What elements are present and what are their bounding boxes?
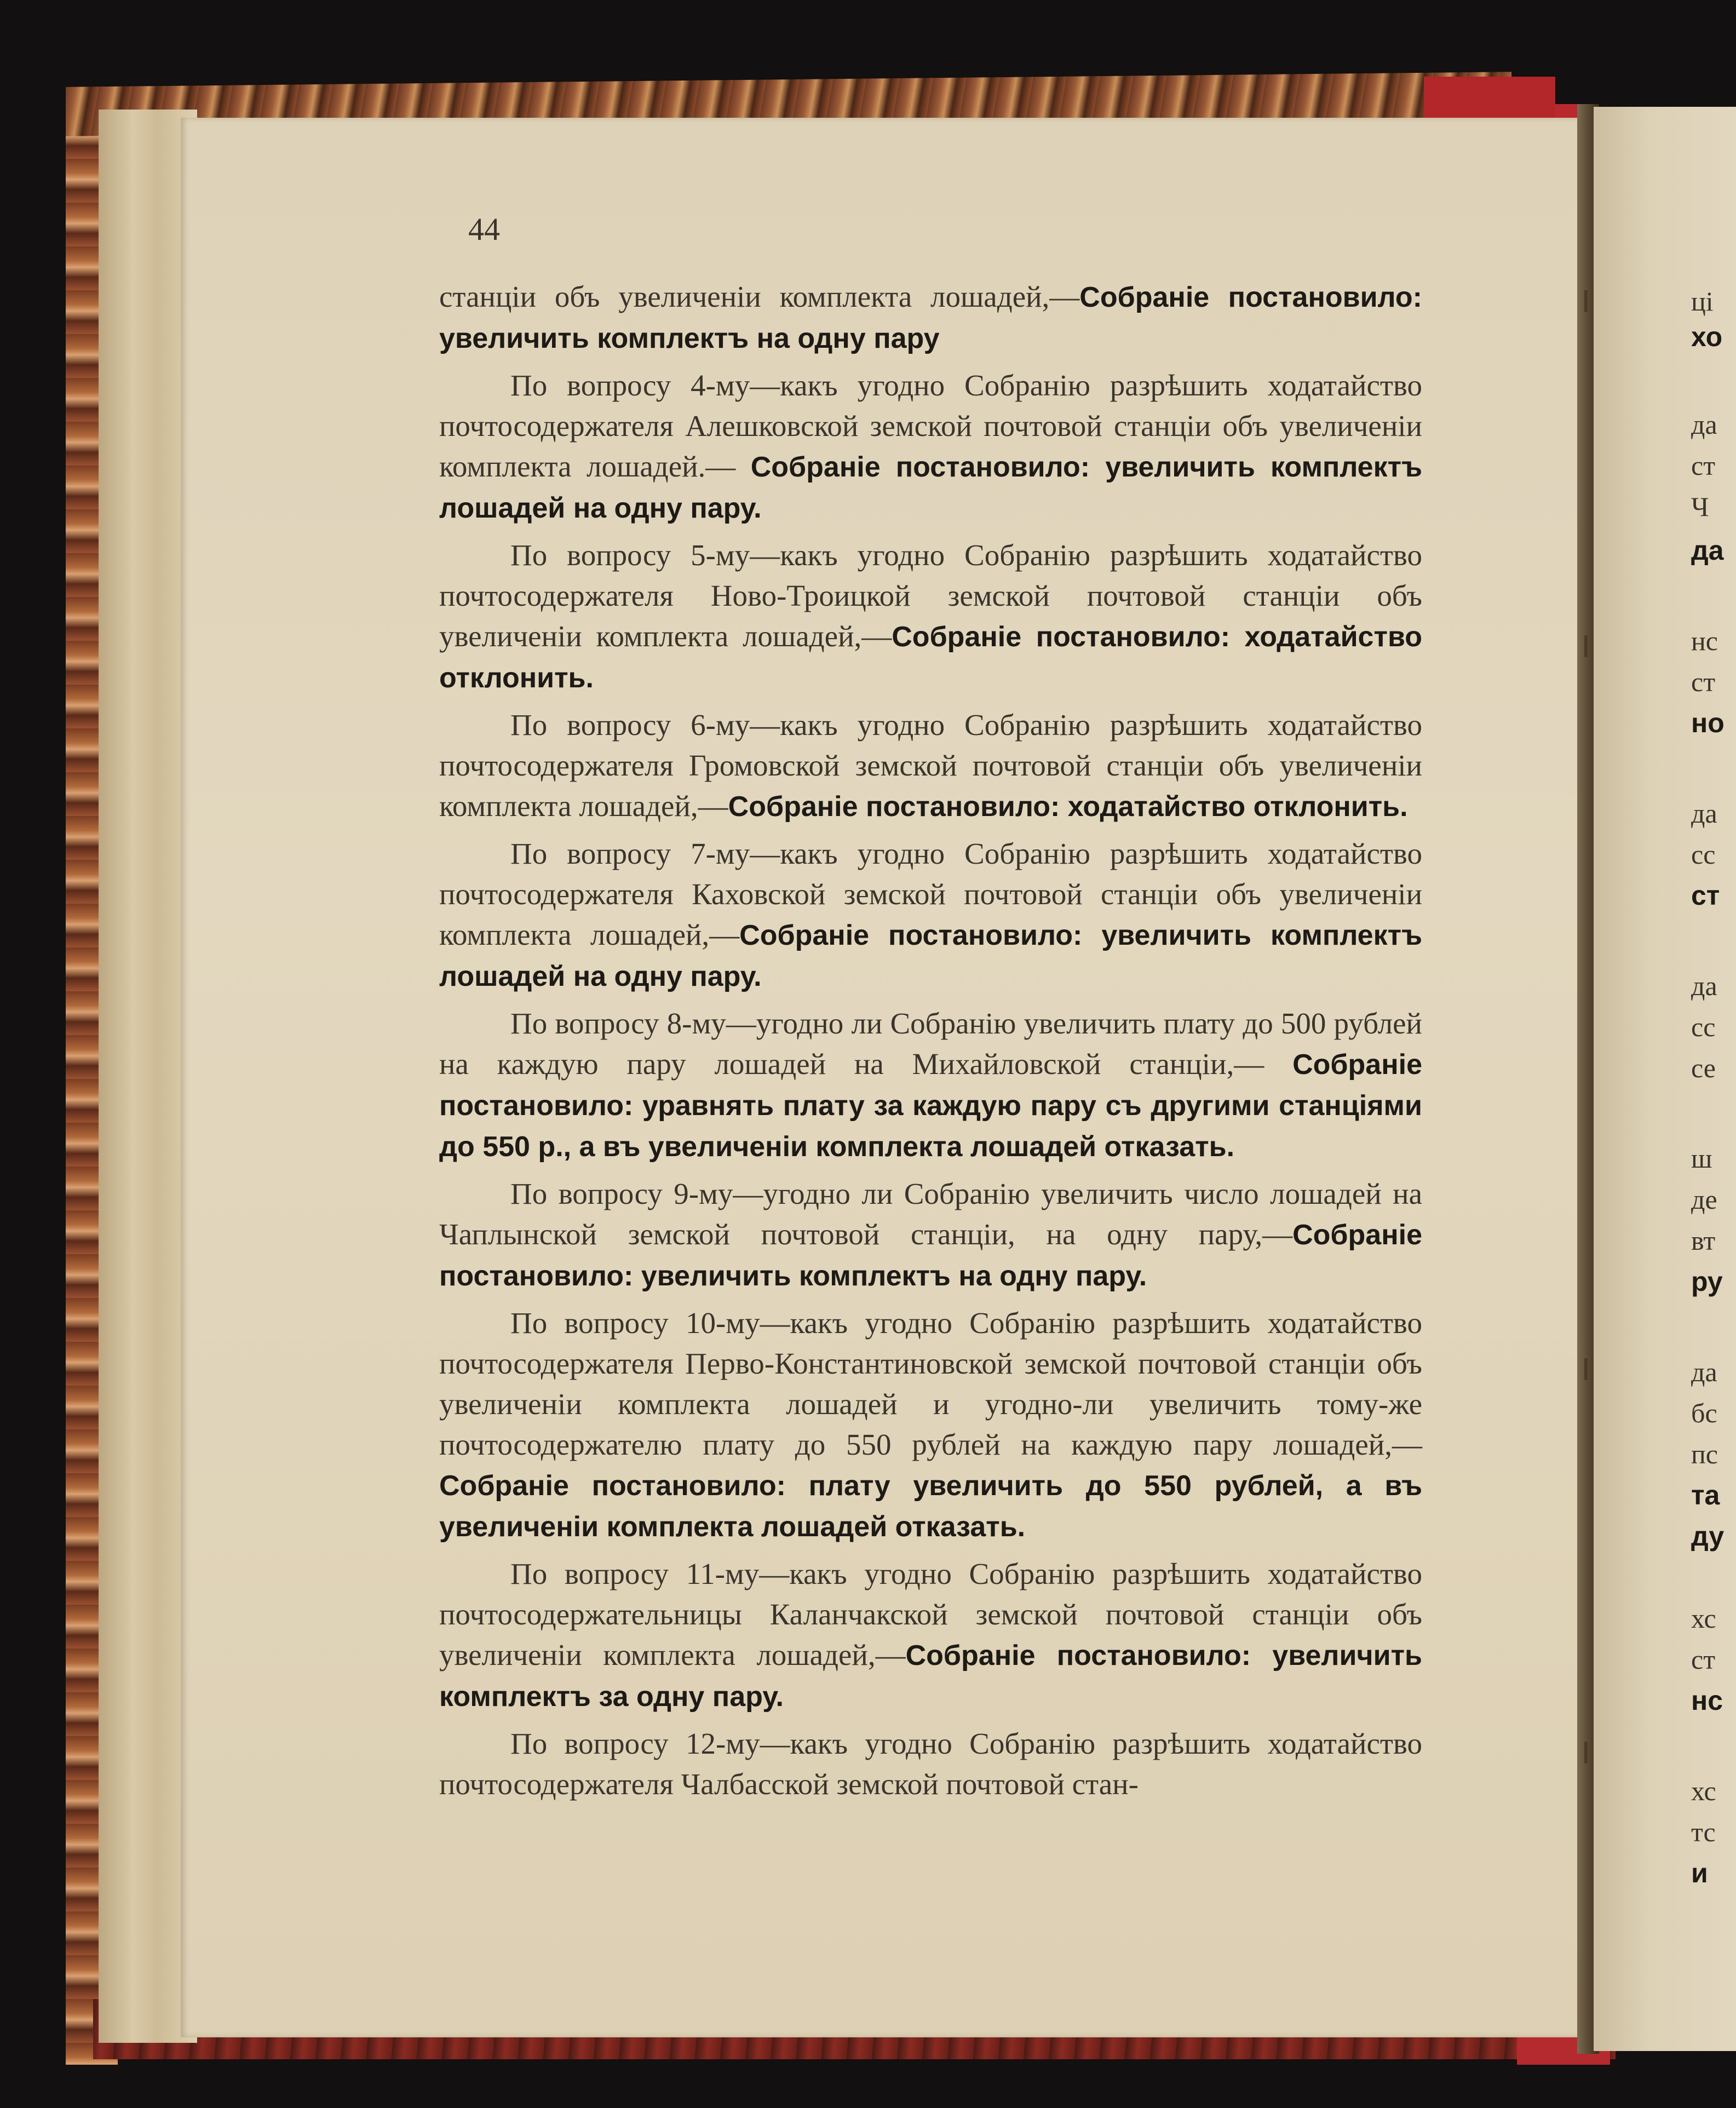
right-page-fragment: хс (1691, 1776, 1716, 1806)
paragraph-text: По вопросу 10-му—какъ угодно Собранію разрѣшить ходатайство почтосодержателя Перво-Константиновской земской почтовой станціи объ увеличеніи комплекта лошадей и угодно-ли увеличить тому-же почтосодержателю плату до 550 рублей на каждую пару лошадей,— (439, 1306, 1422, 1461)
right-page-fragment: да (1691, 409, 1717, 440)
right-page-fragment: тс (1691, 1817, 1716, 1847)
right-page-fragment: да (1691, 535, 1724, 566)
resolution-text: Собраніе постановило: плату увеличить до 550 рублей, а въ увеличеніи комплекта лошадей отказать. (439, 1470, 1422, 1543)
binding-thread (1584, 1358, 1588, 1380)
page-number: 44 (468, 211, 500, 247)
paragraph (439, 535, 1422, 698)
page-text-block (439, 277, 1422, 1812)
right-page-fragment: нс (1691, 1685, 1723, 1716)
right-page-fragment: и (1691, 1858, 1708, 1888)
resolution-text: Собраніе постановило: увеличить комплектъ лошадей на одну пару. (439, 920, 1422, 992)
right-page-fragment: бс (1691, 1398, 1717, 1428)
paragraph (439, 834, 1422, 997)
right-page-fragment: та (1691, 1480, 1720, 1510)
right-page-fragment: ст (1691, 880, 1720, 911)
binding-thread (1584, 1742, 1588, 1764)
right-page-fragment: да (1691, 1357, 1717, 1387)
right-page-fragment: ці (1691, 286, 1714, 317)
paragraph-text: По вопросу 8-му—угодно ли Собранію увеличить плату до 500 рублей на каждую пару лошадей на Михайловской станціи,— (439, 1007, 1422, 1081)
paragraph (439, 1554, 1422, 1717)
right-page-fragment: ст (1691, 667, 1716, 697)
resolution-text: Собраніе постановило: увеличить комплектъ за одну пару. (439, 1640, 1422, 1713)
right-page-fragment: сс (1691, 1012, 1716, 1042)
paragraph (439, 1724, 1422, 1805)
resolution-text: Собраніе постановило: уравнять плату за каждую пару съ другими станціями до 550 р., а въ увеличеніи комплекта лошадей отказать. (439, 1049, 1422, 1163)
right-page-fragment: но (1691, 708, 1724, 738)
right-page-fragment: ш (1691, 1143, 1712, 1174)
right-page-fragment: ру (1691, 1266, 1723, 1297)
right-page-fragment: ду (1691, 1521, 1724, 1552)
paragraph (439, 1303, 1422, 1547)
paragraph-text: По вопросу 6-му—какъ угодно Собранію разрѣшить ходатайство почтосодержателя Громовской земской почтовой станціи объ увеличеніи комплекта лошадей,— (439, 708, 1422, 823)
paragraph (439, 277, 1422, 359)
right-page-fragment: се (1691, 1053, 1716, 1083)
binding-thread (1584, 290, 1588, 312)
paragraph-text: станціи объ увеличеніи комплекта лошадей,— (439, 280, 1080, 313)
right-page-fragment: хо (1691, 321, 1723, 352)
right-page-fragment: ст (1691, 450, 1716, 481)
paragraph (439, 365, 1422, 529)
paragraph (439, 705, 1422, 827)
right-page-fragment: де (1691, 1184, 1717, 1215)
right-page-fragment: сс (1691, 839, 1716, 870)
right-page-fragment: да (1691, 798, 1717, 829)
right-page-fragment: ст (1691, 1644, 1716, 1675)
paragraph-text: По вопросу 11-му—какъ угодно Собранію разрѣшить ходатайство почтосодержательницы Каланчакской земской почтовой станціи объ увеличеніи комплекта лошадей,— (439, 1557, 1422, 1672)
resolution-text: Собраніе постановило: ходатайство отклонить. (439, 621, 1422, 694)
paragraph-text: По вопросу 4-му—какъ угодно Собранію разрѣшить ходатайство почтосодержателя Алешковской земской почтовой станціи объ увеличеніи комплекта лошадей.— (439, 369, 1422, 483)
paragraph-text: По вопросу 7-му—какъ угодно Собранію разрѣшить ходатайство почтосодержателя Каховской земской почтовой станціи объ увеличеніи комплекта лошадей,— (439, 837, 1422, 951)
resolution-text: Собраніе постановило: увеличить комплектъ на одну пару. (439, 1219, 1422, 1292)
right-page-fragment: нс (1691, 625, 1718, 656)
right-page-fragment: Ч (1691, 491, 1709, 522)
binding-thread (1584, 635, 1588, 657)
resolution-text: Собраніе постановило: увеличить комплектъ на одну пару (439, 282, 1422, 354)
paragraph (439, 1003, 1422, 1167)
right-page-fragment: хс (1691, 1603, 1716, 1634)
right-page-fragment: пс (1691, 1439, 1718, 1469)
right-page-fragment: вт (1691, 1225, 1716, 1256)
right-page-fragment: да (1691, 970, 1717, 1001)
paragraph-text: По вопросу 5-му—какъ угодно Собранію разрѣшить ходатайство почтосодержателя Ново-Троицкой земской почтовой станціи объ увеличеніи комплекта лошадей,— (439, 538, 1422, 653)
paragraph (439, 1174, 1422, 1296)
paragraph-text: По вопросу 12-му—какъ угодно Собранію разрѣшить ходатайство почтосодержателя Чалбасской земской почтовой стан- (439, 1727, 1422, 1801)
paragraph-text: По вопросу 9-му—угодно ли Собранію увеличить число лошадей на Чаплынской земской почтовой станціи, на одну пару,— (439, 1177, 1422, 1251)
resolution-text: Собраніе постановило: увеличить комплектъ лошадей на одну пару. (439, 451, 1422, 524)
resolution-text: Собраніе постановило: ходатайство отклонить. (728, 791, 1408, 823)
